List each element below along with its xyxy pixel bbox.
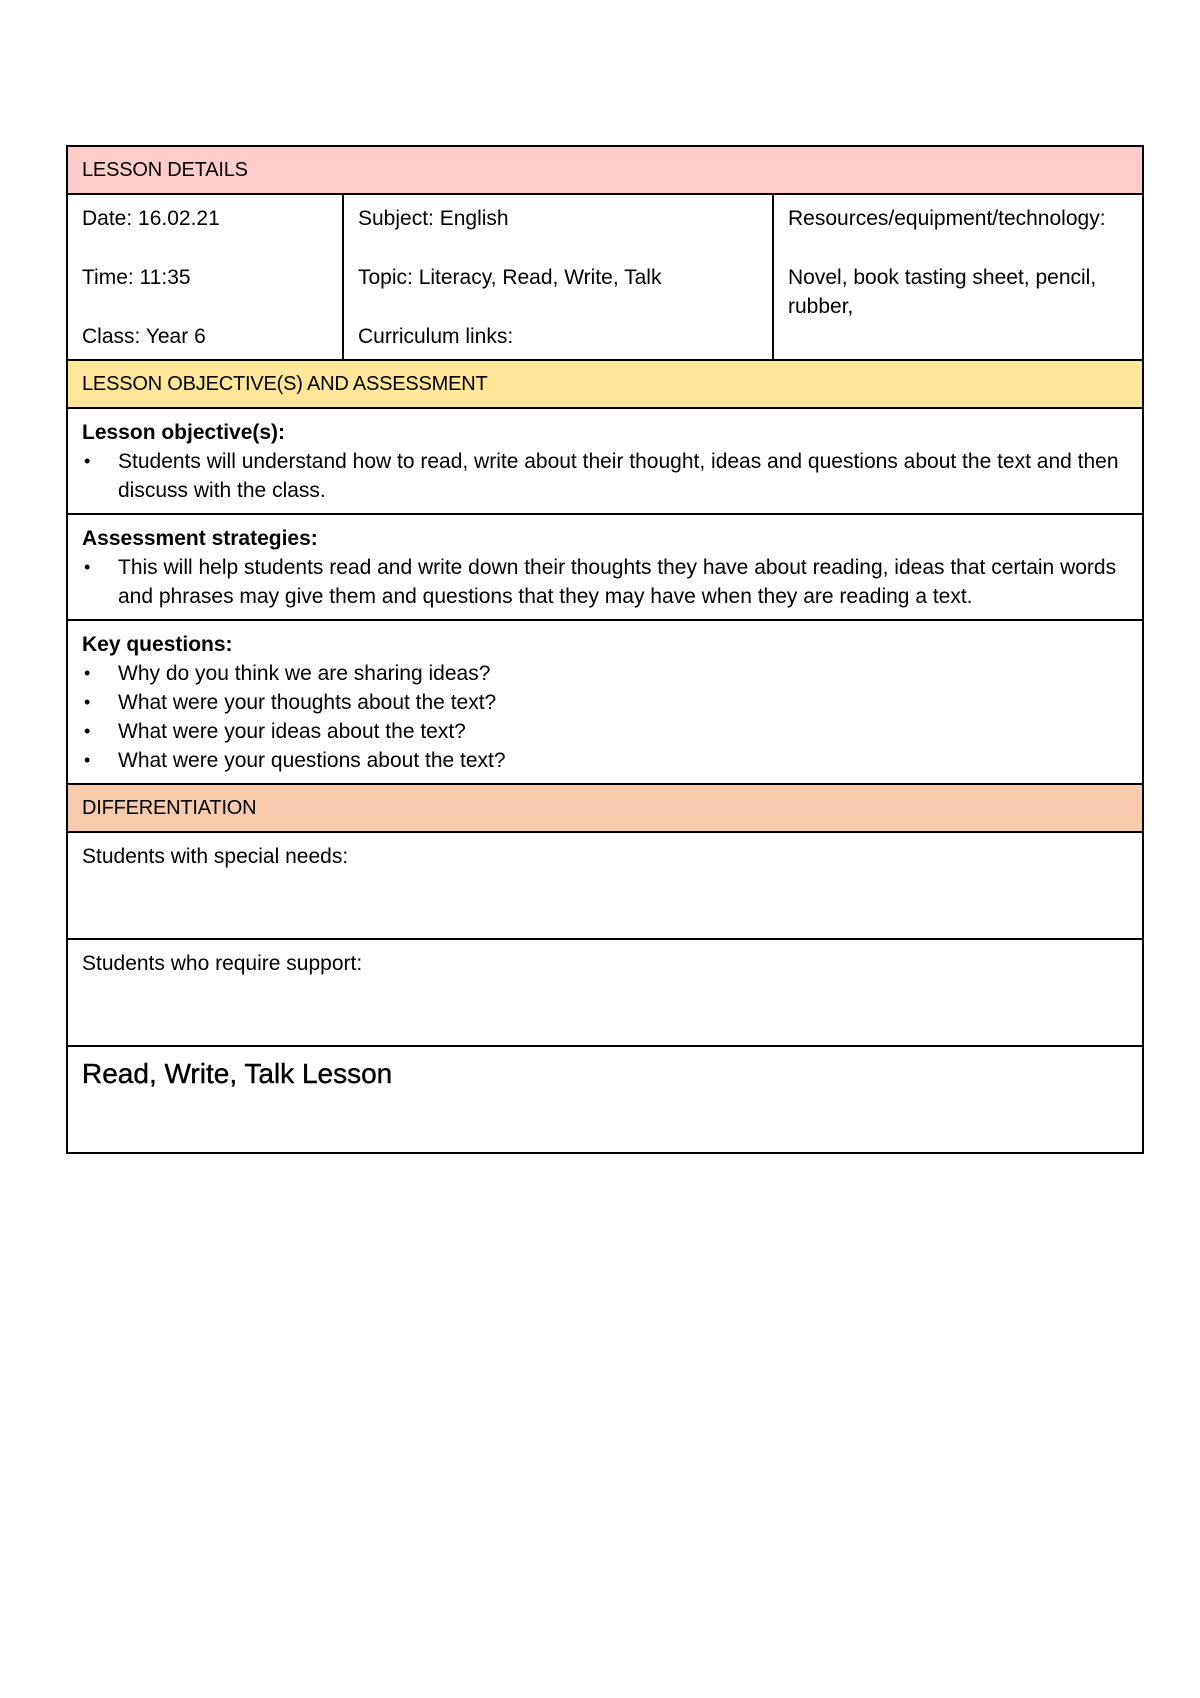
footer-row: [67, 1046, 1143, 1153]
key-questions-list: [82, 659, 1128, 775]
spacer: [358, 233, 758, 263]
date-text: Date: 16.02.21: [82, 207, 220, 230]
lesson-details-header: LESSON DETAILS: [67, 146, 1143, 194]
lesson-plan-table: [66, 145, 1144, 1154]
lesson-objective-label: Lesson objective(s):: [82, 421, 286, 444]
key-questions-cell: [67, 620, 1143, 784]
spacer: [788, 233, 1128, 263]
assessment-row: [67, 514, 1143, 620]
spacer: [82, 292, 328, 322]
resources-label: Resources/equipment/technology:: [788, 207, 1106, 230]
list-item: • This will help students read and write down their thoughts they have about reading, ideas that certain words and phrases may give them and questions that they may have when they are reading a text.: [82, 553, 1128, 611]
curriculum-links-text: Curriculum links:: [358, 325, 514, 348]
spacer: [358, 292, 758, 322]
support-row: [67, 939, 1143, 1046]
assessment-list: [82, 553, 1128, 611]
class-text: Class: Year 6: [82, 325, 206, 348]
key-questions-label: Key questions:: [82, 633, 233, 656]
spacer: [82, 233, 328, 263]
topic-text: Topic: Literacy, Read, Write, Talk: [358, 266, 662, 289]
lesson-details-row: [67, 194, 1143, 360]
objectives-header: LESSON OBJECTIVE(S) AND ASSESSMENT: [67, 360, 1143, 408]
differentiation-header: DIFFERENTIATION: [67, 784, 1143, 832]
support-cell: Students who require support:: [67, 939, 1143, 1046]
list-item: • Why do you think we are sharing ideas?: [82, 659, 1128, 688]
special-needs-cell: Students with special needs:: [67, 832, 1143, 939]
lesson-title: Read, Write, Talk Lesson: [82, 1058, 393, 1089]
assessment-cell: [67, 514, 1143, 620]
list-item: • What were your thoughts about the text?: [82, 688, 1128, 717]
special-needs-row: [67, 832, 1143, 939]
lesson-details-header-row: [67, 146, 1143, 194]
details-col-1: [67, 194, 343, 360]
subject-text: Subject: English: [358, 207, 509, 230]
list-item: • Students will understand how to read, write about their thought, ideas and questions about the text and then discuss with the class.: [82, 447, 1128, 505]
objectives-header-row: [67, 360, 1143, 408]
lesson-objectives-cell: [67, 408, 1143, 514]
differentiation-header-row: [67, 784, 1143, 832]
list-item: • What were your questions about the text?: [82, 746, 1128, 775]
details-col-3: [773, 194, 1143, 360]
key-questions-row: [67, 620, 1143, 784]
lesson-objectives-row: [67, 408, 1143, 514]
time-text: Time: 11:35: [82, 266, 191, 289]
resources-value: Novel, book tasting sheet, pencil, rubber,: [788, 266, 1097, 318]
footer-cell: [67, 1046, 1143, 1153]
lesson-objective-list: [82, 447, 1128, 505]
list-item: • What were your ideas about the text?: [82, 717, 1128, 746]
details-col-2: [343, 194, 773, 360]
assessment-label: Assessment strategies:: [82, 527, 318, 550]
